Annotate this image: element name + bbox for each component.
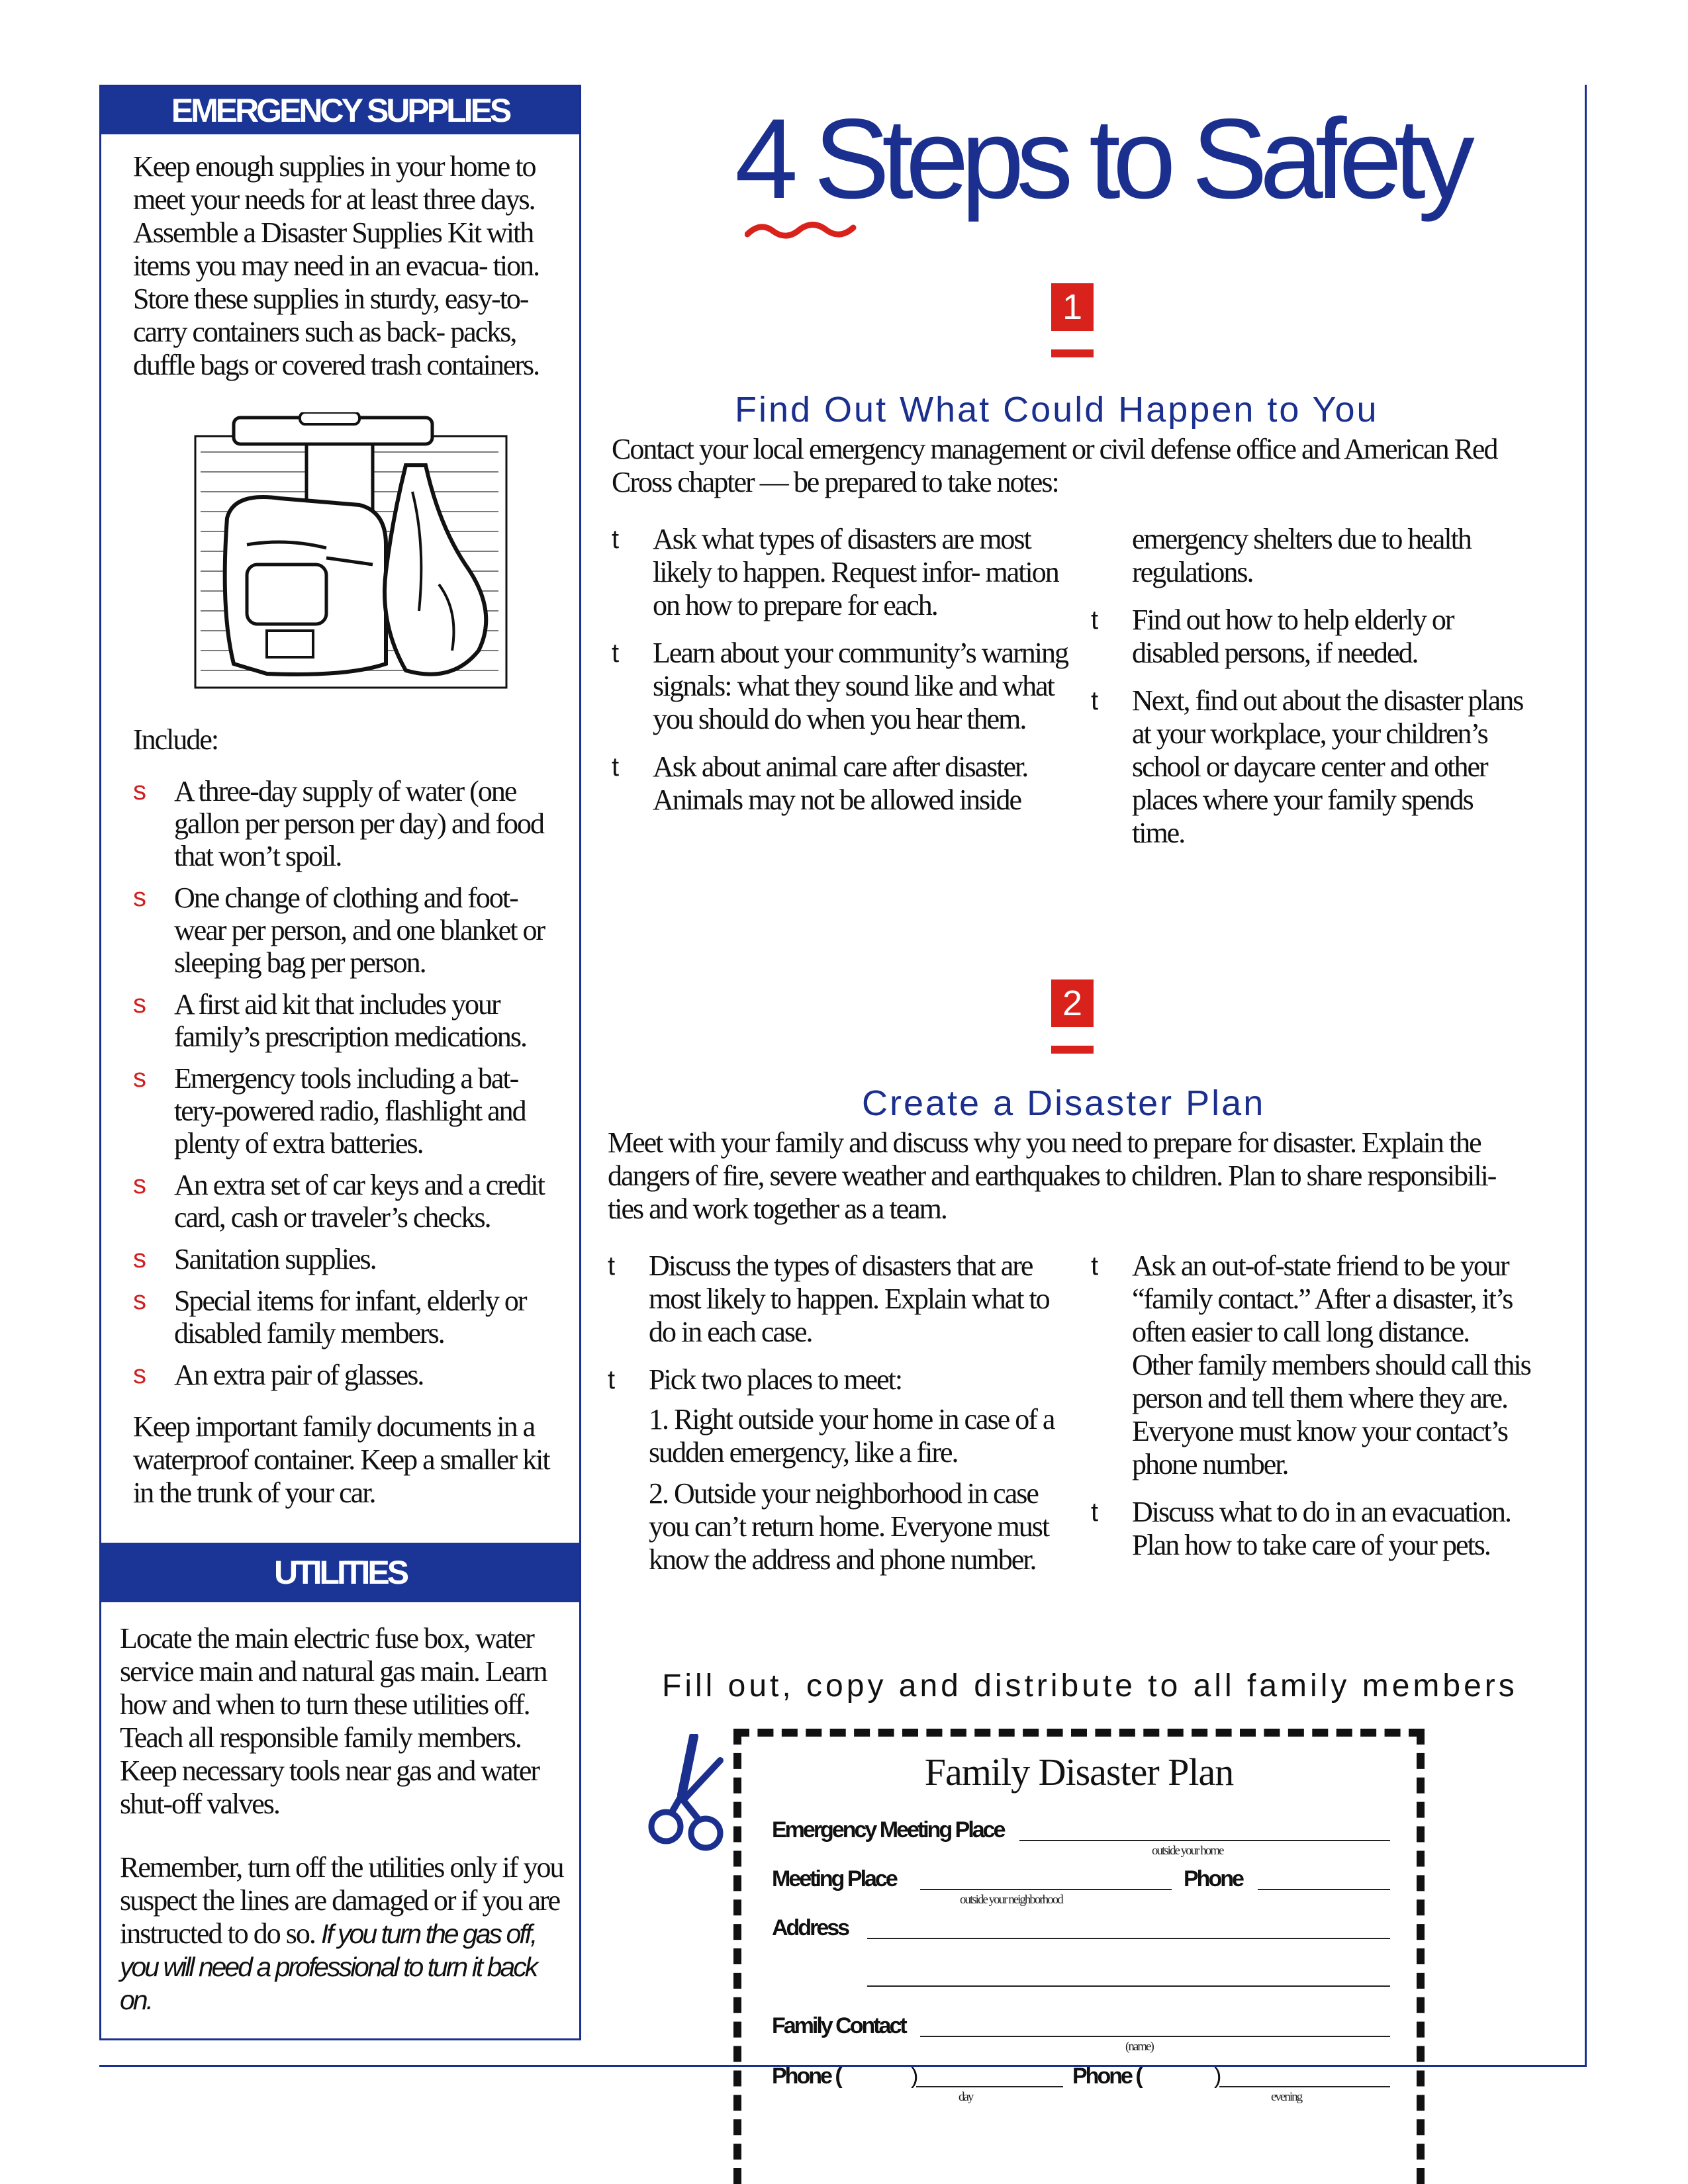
scissors-icon xyxy=(642,1734,728,1853)
step-1-right-list xyxy=(1091,523,1528,864)
evening-phone-paren: ) xyxy=(1214,2064,1220,2089)
address-label: Address xyxy=(772,1915,849,1940)
page-right-rule xyxy=(1585,85,1587,2065)
step-2-right-list xyxy=(1091,1250,1534,1576)
list-item: s Sanitation supplies. xyxy=(133,1243,376,1275)
list-item: t Pick two places to meet: xyxy=(608,1363,902,1396)
list-item: t Learn about your community’s warning signals: what they sound like and what you should do when you hear them. xyxy=(612,637,1068,735)
meeting-phone-field[interactable] xyxy=(1258,1889,1390,1890)
step-2-left-list xyxy=(608,1250,1071,1591)
list-item: s Special items for infant, elderly or disabled family members. xyxy=(133,1285,526,1349)
fill-out-instruction: Fill out, copy and distribute to all family members xyxy=(662,1668,1518,1704)
address-field-line-2[interactable] xyxy=(867,1985,1390,1987)
list-item: s An extra set of car keys and a credit card, cash or traveler’s checks. xyxy=(133,1169,544,1234)
list-item: s A three-day supply of water (one gallon per person per day) and food that won’t spoil. xyxy=(133,775,544,872)
utilities-remember: Remember, turn off the utilities only if you suspect the lines are damaged or if you are instructed to do so. If you turn the gas off, you will need a professional to turn it back on. xyxy=(120,1851,563,2015)
day-phone-label: Phone ( xyxy=(772,2064,841,2089)
step-2-heading: Create a Disaster Plan xyxy=(862,1083,1266,1123)
step-1-number: 1 xyxy=(1051,283,1094,331)
meeting-place-field[interactable] xyxy=(920,1889,1172,1890)
name-hint: (name) xyxy=(1125,2040,1153,2054)
step-1-heading: Find Out What Could Happen to You xyxy=(735,390,1379,430)
backpack-supplies-icon xyxy=(187,412,513,690)
squiggle-underline-icon xyxy=(745,220,864,240)
outside-neighborhood-hint: outside your neighborhood xyxy=(960,1893,1062,1907)
list-item: t Find out how to help elderly or disabled persons, if needed. xyxy=(1091,604,1454,669)
list-item: t Ask an out-of-state friend to be your “family contact.” After a disaster, it’s often easier to call long distance. Other family members should call this person and tell them where they are. Everyone must know your contact’s phone number. xyxy=(1091,1250,1530,1480)
meet-place-2: 2. Outside your neighborhood in case you can’t return home. Everyone must know the address and phone number. xyxy=(649,1477,1049,1576)
day-phone-field[interactable] xyxy=(916,2086,1063,2087)
documents-note: Keep important family documents in a waterproof container. Keep a smaller kit in the trunk of your car. xyxy=(133,1410,549,1509)
list-item: t Next, find out about the disaster plans at your workplace, your children’s school or daycare center and other places where your family spends time. xyxy=(1091,684,1523,849)
utilities-warning: If you turn the gas off, you will need a professional to turn it back on. xyxy=(120,1919,537,2015)
day-hint: day xyxy=(959,2090,973,2104)
meeting-place-label: Meeting Place xyxy=(772,1866,896,1891)
step-1-intro: Contact your local emergency management or civil defense office and American Red Cross chapter — be prepared to take notes: xyxy=(612,433,1497,498)
utilities-text: Locate the main electric fuse box, water service main and natural gas main. Learn how and when to turn these utilities off. Teach all responsible family members. Keep necessary tools near gas and water shut-off valves. xyxy=(120,1622,547,1820)
step-2-intro: Meet with your family and discuss why you need to prepare for disaster. Explain the dangers of fire, severe weather and earthquakes to children. Plan to share responsibili- ties and work together as a team. xyxy=(608,1126,1496,1225)
address-field[interactable] xyxy=(867,1938,1390,1939)
utilities-header: UTILITIES xyxy=(101,1543,579,1602)
page-title: 4 Steps to Safety xyxy=(735,95,1467,222)
list-item: s Emergency tools including a bat- tery-powered radio, flashlight and plenty of extra batteries. xyxy=(133,1062,526,1160)
supplies-list xyxy=(133,775,557,1400)
list-item: s A first aid kit that includes your family’s prescription medications. xyxy=(133,988,526,1053)
step-1-left-list xyxy=(612,523,1068,831)
sidebar xyxy=(99,85,581,2040)
form-title: Family Disaster Plan xyxy=(924,1751,1234,1794)
family-contact-field[interactable] xyxy=(920,2036,1390,2037)
family-disaster-plan-form xyxy=(733,1729,1425,2184)
emergency-supplies-header: EMERGENCY SUPPLIES xyxy=(101,87,579,134)
list-item: t Ask about animal care after disaster. Animals may not be allowed inside xyxy=(612,751,1028,816)
list-item-continuation: emergency shelters due to health regulations. xyxy=(1132,523,1471,588)
meet-place-1: 1. Right outside your home in case of a sudden emergency, like a fire. xyxy=(649,1403,1055,1469)
meeting-phone-label: Phone xyxy=(1184,1866,1243,1891)
step-1-bar xyxy=(1051,349,1094,357)
day-phone-paren: ) xyxy=(911,2064,917,2089)
evening-phone-label: Phone ( xyxy=(1072,2064,1141,2089)
list-item: t Ask what types of disasters are most likely to happen. Request infor- mation on how to prepare for each. xyxy=(612,523,1058,621)
family-contact-label: Family Contact xyxy=(772,2013,906,2038)
supplies-intro: Keep enough supplies in your home to meet your needs for at least three days. Assemble a Disaster Supplies Kit with items you may need in an evacua- tion. Store these supplies in sturdy, easy-to-carry containers such as back- packs, duffle bags or covered trash containers. xyxy=(133,150,539,381)
include-label: Include: xyxy=(133,723,218,756)
evening-hint: evening xyxy=(1271,2090,1302,2104)
list-item: t Discuss the types of disasters that are most likely to happen. Explain what to do in each case. xyxy=(608,1250,1049,1348)
evening-phone-field[interactable] xyxy=(1219,2086,1390,2087)
list-item: s One change of clothing and foot- wear per person, and one blanket or sleeping bag per person. xyxy=(133,882,545,979)
step-2-bar xyxy=(1051,1046,1094,1054)
list-item: t Discuss what to do in an evacuation. Plan how to take care of your pets. xyxy=(1091,1496,1511,1561)
outside-home-hint: outside your home xyxy=(1152,1844,1223,1858)
emergency-meeting-place-field[interactable] xyxy=(1019,1840,1390,1841)
list-item: s An extra pair of glasses. xyxy=(133,1359,424,1391)
emergency-meeting-place-label: Emergency Meeting Place xyxy=(772,1817,1004,1843)
step-2-number: 2 xyxy=(1051,979,1094,1027)
